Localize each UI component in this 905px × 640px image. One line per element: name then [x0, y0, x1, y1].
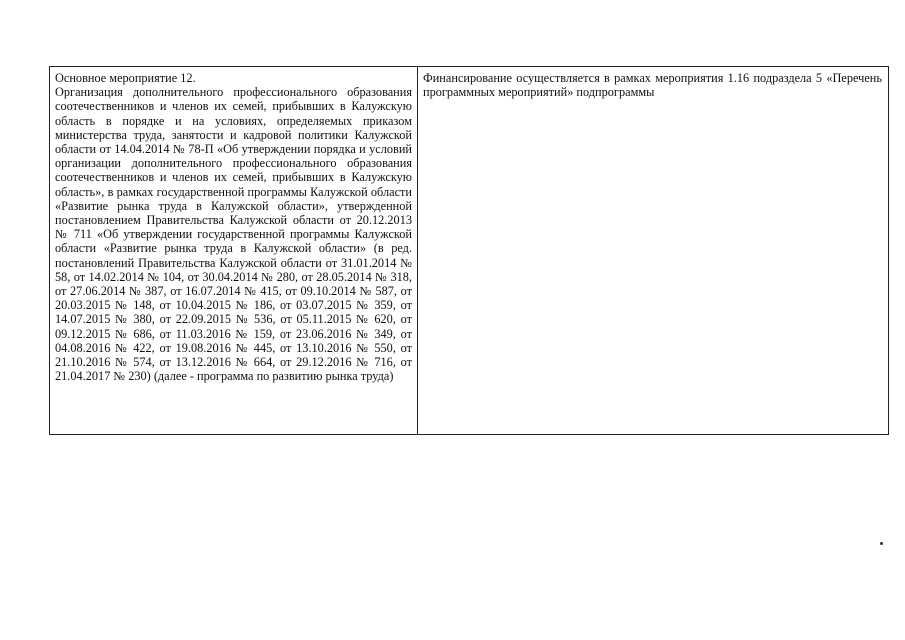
table-cell-activity	[50, 67, 418, 434]
activity-title: Основное мероприятие 12.	[55, 71, 196, 85]
scan-speck	[880, 542, 883, 545]
table-cell-financing	[418, 67, 888, 434]
activity-description: Организация дополнительного профессионального образования соотечественников и членов их семей, прибывших в Калужскую область в порядке и на условиях, определяемых приказом министерства труда, занятости и кадровой политики Калужской области от 14.04.2014 № 78-П «Об утверждении порядка и условий организации дополнительного профессионального образования соотечественников и членов их семей, прибывших в Калужскую область», в рамках государственной программы Калужской области «Развитие рынка труда в Калужской области», утвержденной постановлением Правительства Калужской области от 20.12.2013 № 711 «Об утверждении государственной программы Калужской области «Развитие рынка труда в Калужской области» (в ред. постановлений Правительства Калужской области от 31.01.2014 № 58, от 14.02.2014 № 104, от 30.04.2014 № 280, от 28.05.2014 № 318, от 27.06.2014 № 387, от 16.07.2014 № 415, от 09.10.2014 № 587, от 20.03.2015 № 148, от 10.04.2015 № 186, от 03.07.2015 № 359, от 14.07.2015 № 380, от 22.09.2015 № 536, от 05.11.2015 № 620, от 09.12.2015 № 686, от 11.03.2016 № 159, от 23.06.2016 № 349, от 04.08.2016 № 422, от 19.08.2016 № 445, от 13.10.2016 № 550, от 21.10.2016 № 574, от 13.12.2016 № 664, от 29.12.2016 № 716, от 21.04.2017 № 230) (далее - программа по развитию рынка труда)	[55, 85, 412, 384]
financing-description: Финансирование осуществляется в рамках мероприятия 1.16 подраздела 5 «Перечень программных мероприятий» подпрограммы	[423, 71, 882, 100]
document-table	[49, 66, 889, 435]
